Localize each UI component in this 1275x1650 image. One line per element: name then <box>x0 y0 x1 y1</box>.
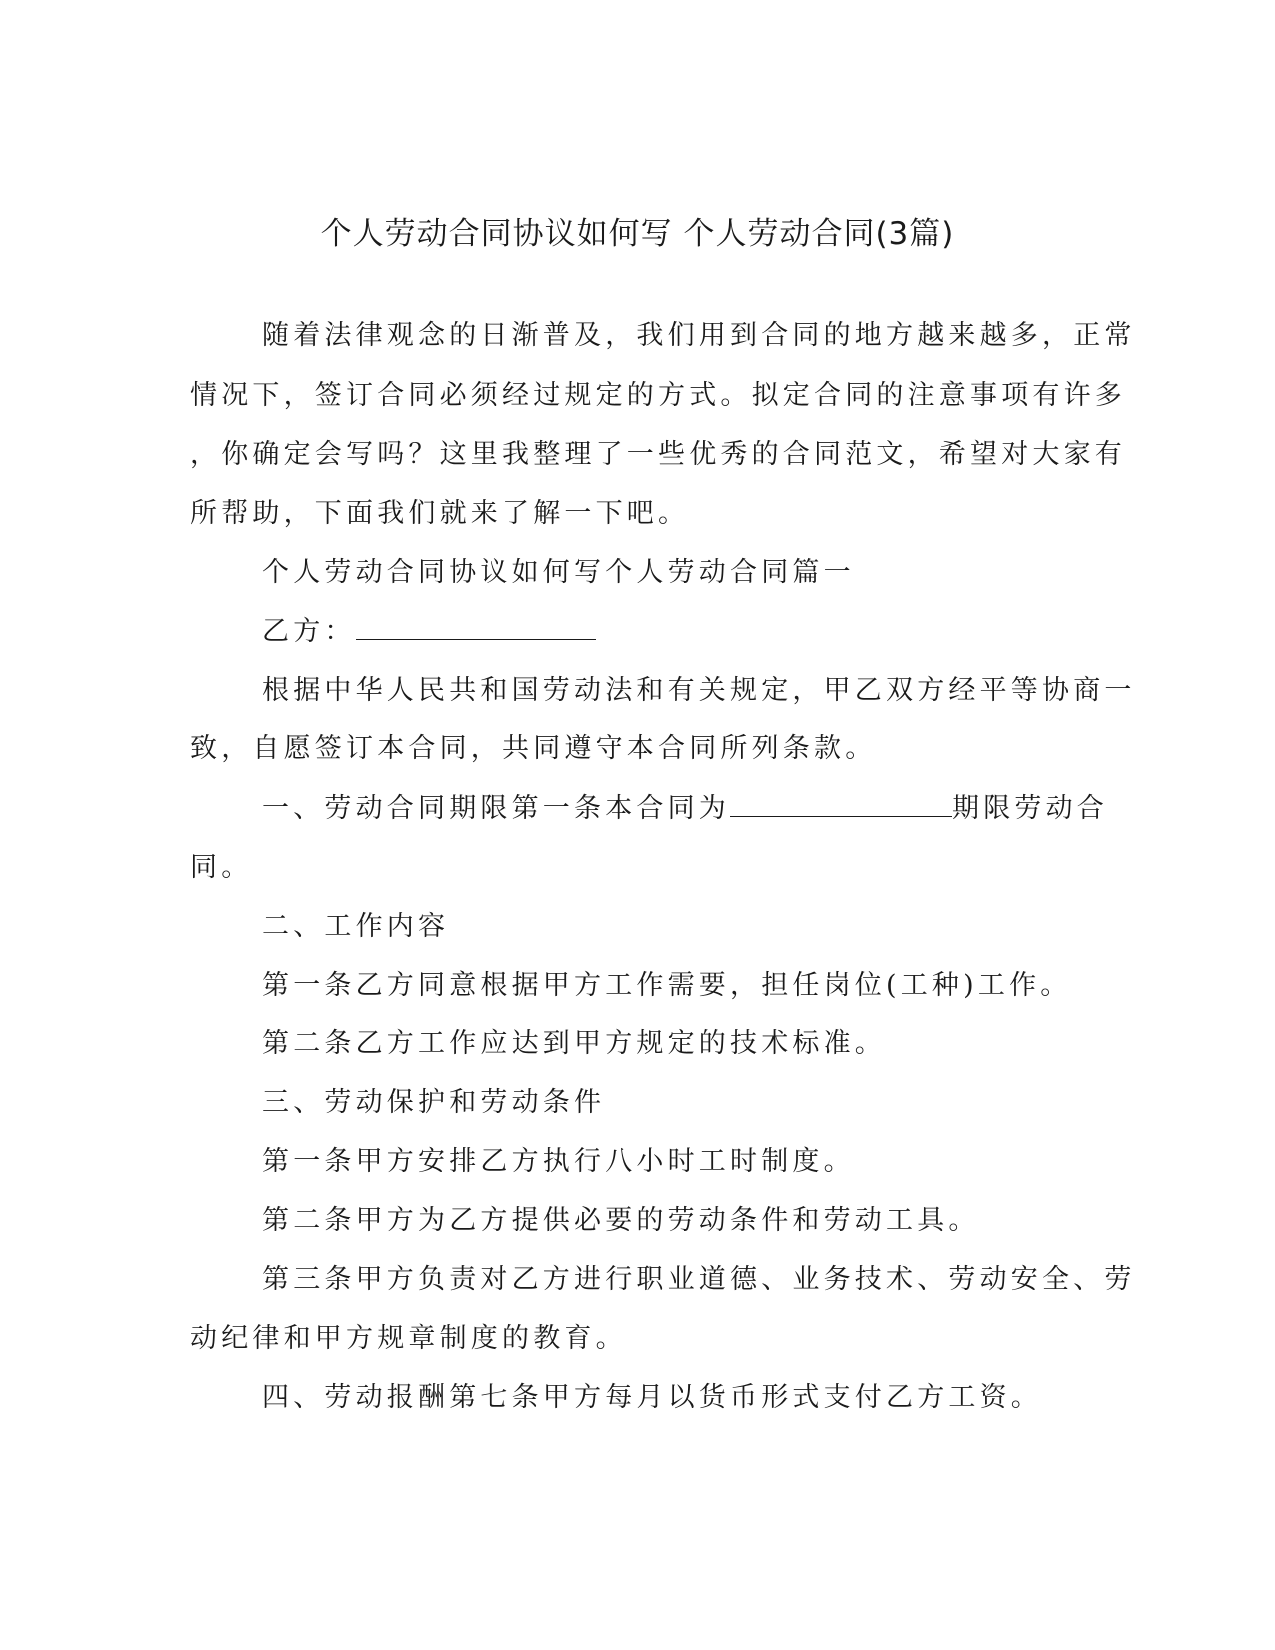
preamble-line-1: 根据中华人民共和国劳动法和有关规定，甲乙双方经平等协商一 <box>262 675 1136 706</box>
term-text-before: 一、劳动合同期限第一条本合同为 <box>262 793 730 824</box>
term-text-after: 期限劳动合 <box>952 793 1108 824</box>
protection-heading: 三、劳动保护和劳动条件 <box>262 1087 606 1118</box>
intro-line-4: 所帮助，下面我们就来了解一下吧。 <box>190 498 690 529</box>
intro-line-1: 随着法律观念的日渐普及，我们用到合同的地方越来越多，正常 <box>262 320 1136 351</box>
term-line <box>262 791 1108 827</box>
pay-clause-1: 四、劳动报酬第七条甲方每月以货币形式支付乙方工资。 <box>262 1382 1042 1413</box>
intro-line-3: ，你确定会写吗？这里我整理了一些优秀的合同范文，希望对大家有 <box>190 439 1126 470</box>
work-clause-2: 第二条乙方工作应达到甲方规定的技术标准。 <box>262 1028 886 1059</box>
preamble-line-2: 致，自愿签订本合同，共同遵守本合同所列条款。 <box>190 733 877 764</box>
party-b-blank <box>356 617 596 640</box>
party-b-line <box>262 614 596 650</box>
work-clause-1: 第一条乙方同意根据甲方工作需要，担任岗位(工种)工作。 <box>262 970 1072 1001</box>
intro-line-2: 情况下，签订合同必须经过规定的方式。拟定合同的注意事项有许多 <box>190 380 1126 411</box>
section-heading: 个人劳动合同协议如何写个人劳动合同篇一 <box>262 557 855 588</box>
work-heading: 二、工作内容 <box>262 911 450 942</box>
term-blank <box>730 794 952 817</box>
protection-clause-1: 第一条甲方安排乙方执行八小时工时制度。 <box>262 1146 855 1177</box>
protection-clause-3-line-2: 动纪律和甲方规章制度的教育。 <box>190 1323 627 1354</box>
protection-clause-2: 第二条甲方为乙方提供必要的劳动条件和劳动工具。 <box>262 1205 980 1236</box>
protection-clause-3-line-1: 第三条甲方负责对乙方进行职业道德、业务技术、劳动安全、劳 <box>262 1264 1136 1295</box>
document-title: 个人劳动合同协议如何写 个人劳动合同(3篇) <box>320 216 955 252</box>
term-line-end: 同。 <box>190 852 253 883</box>
party-b-label: 乙方： <box>262 616 356 647</box>
